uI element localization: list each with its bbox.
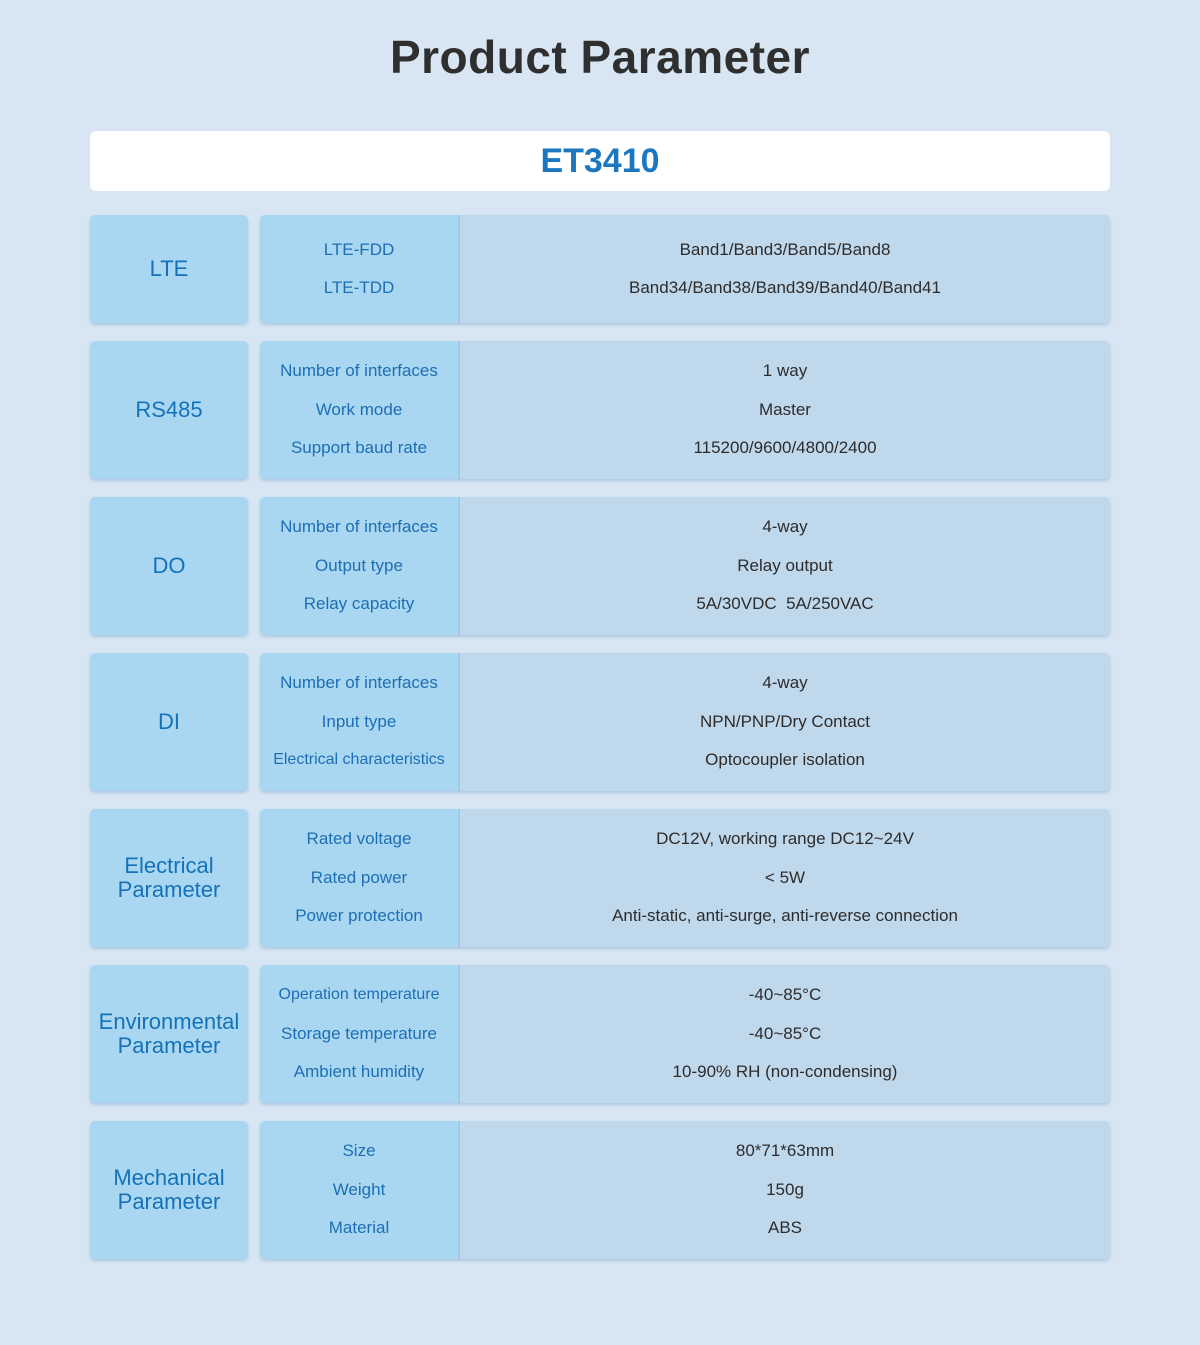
param-value: 115200/9600/4800/2400	[693, 438, 877, 458]
param-value: -40~85°C	[748, 985, 822, 1005]
category-label: DI	[158, 709, 180, 734]
category-label: Parameter	[117, 877, 221, 902]
value-column	[460, 497, 1110, 635]
param-value: Master	[759, 399, 811, 419]
param-label: Support baud rate	[290, 438, 428, 458]
detail-table	[260, 497, 1110, 635]
param-label: Number of interfaces	[280, 517, 438, 537]
param-label: Number of interfaces	[280, 361, 438, 381]
param-label: Number of interfaces	[280, 673, 438, 693]
page-title: Product Parameter	[389, 31, 811, 83]
label-column	[260, 215, 460, 323]
param-label: Storage temperature	[281, 1023, 437, 1043]
param-value: DC12V, working range DC12~24V	[656, 829, 914, 849]
param-label: Electrical characteristics	[273, 751, 445, 769]
detail-table	[260, 965, 1110, 1103]
value-column	[460, 215, 1110, 323]
param-value: Band1/Band3/Band5/Band8	[679, 239, 891, 259]
label-column	[260, 965, 460, 1103]
label-column	[260, 809, 460, 947]
param-label: Relay capacity	[303, 594, 415, 614]
value-column	[460, 965, 1110, 1103]
param-label: Size	[342, 1141, 376, 1161]
param-label: Output type	[315, 555, 403, 575]
param-value: Relay output	[737, 555, 833, 575]
label-column	[260, 653, 460, 791]
model-name: ET3410	[540, 141, 660, 180]
category-label: DO	[152, 553, 186, 578]
section-do	[90, 497, 1110, 635]
value-column	[460, 1121, 1110, 1259]
section-electrical	[90, 809, 1110, 947]
label-column	[260, 341, 460, 479]
detail-table	[260, 215, 1110, 323]
category-label: Mechanical	[113, 1165, 225, 1190]
category-do	[90, 497, 248, 635]
detail-table	[260, 1121, 1110, 1259]
param-value: 1 way	[762, 361, 808, 381]
param-value: NPN/PNP/Dry Contact	[699, 711, 871, 731]
param-label: Material	[328, 1218, 390, 1238]
category-electrical	[90, 809, 248, 947]
model-header	[90, 131, 1110, 191]
param-label: Input type	[321, 711, 397, 731]
category-label: Electrical	[124, 853, 214, 878]
param-label: Operation temperature	[278, 986, 440, 1004]
section-lte	[90, 215, 1110, 323]
detail-table	[260, 341, 1110, 479]
param-label: LTE-TDD	[323, 278, 395, 297]
label-column	[260, 497, 460, 635]
param-value: ABS	[767, 1218, 803, 1238]
category-di	[90, 653, 248, 791]
param-value: 4-way	[762, 673, 808, 693]
param-value: 150g	[766, 1179, 804, 1199]
param-value: -40~85°C	[748, 1023, 822, 1043]
value-column	[460, 341, 1110, 479]
param-value: 5A/30VDC 5A/250VAC	[696, 594, 874, 614]
param-value: Band34/Band38/Band39/Band40/Band41	[629, 278, 941, 297]
category-label: Parameter	[117, 1189, 221, 1214]
category-label: RS485	[135, 397, 203, 422]
label-column	[260, 1121, 460, 1259]
param-label: Rated power	[310, 867, 408, 887]
category-environmental	[90, 965, 248, 1103]
param-label: Weight	[332, 1179, 386, 1199]
param-value: 4-way	[762, 517, 808, 537]
value-column	[460, 653, 1110, 791]
param-value: Optocoupler isolation	[705, 750, 865, 770]
param-label: Work mode	[315, 399, 403, 419]
section-rs485	[90, 341, 1110, 479]
category-mechanical	[90, 1121, 248, 1259]
category-rs485	[90, 341, 248, 479]
category-label: Parameter	[117, 1033, 221, 1058]
param-label: Power protection	[295, 906, 423, 926]
param-value: < 5W	[764, 867, 806, 887]
category-label: LTE	[149, 256, 189, 281]
detail-table	[260, 653, 1110, 791]
section-mechanical	[90, 1121, 1110, 1259]
param-value: Anti-static, anti-surge, anti-reverse connection	[612, 906, 958, 926]
section-di	[90, 653, 1110, 791]
category-label: Environmental	[98, 1009, 240, 1034]
param-value: 10-90% RH (non-condensing)	[672, 1062, 898, 1082]
detail-table	[260, 809, 1110, 947]
category-lte	[90, 215, 248, 323]
param-label: Ambient humidity	[293, 1062, 425, 1082]
value-column	[460, 809, 1110, 947]
param-label: Rated voltage	[306, 829, 412, 849]
section-environmental	[90, 965, 1110, 1103]
param-value: 80*71*63mm	[735, 1141, 835, 1161]
param-label: LTE-FDD	[323, 239, 395, 259]
